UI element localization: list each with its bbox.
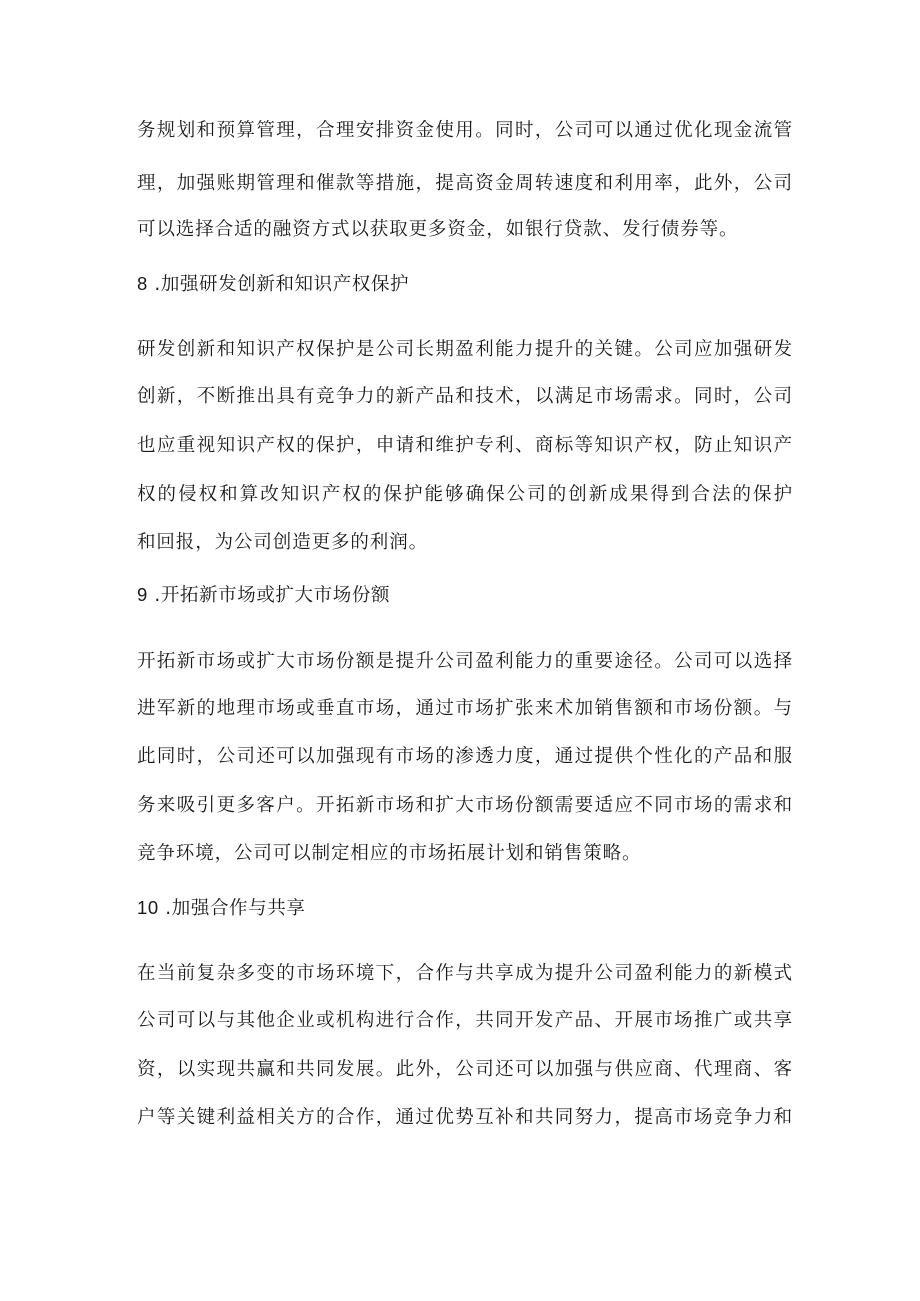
body-text-line: 权的侵权和算改知识产权的保护能够确保公司的创新成果得到合法的保护 xyxy=(137,484,793,505)
body-text-line: 务来吸引更多客户。开拓新市场和扩大市场份额需要适应不同市场的需求和 xyxy=(137,795,793,816)
section-title: .加强合作与共享 xyxy=(158,898,306,919)
body-text-line: 理，加强账期管理和催款等措施，提高资金周转速度和利用率，此外，公司 xyxy=(137,173,793,194)
section-number: 9 xyxy=(137,584,148,605)
body-text-line: 进军新的地理市场或垂直市场，通过市场扩张来术加销售额和市场份额。与 xyxy=(137,698,793,719)
body-text-line: 也应重视知识产权的保护，申请和维护专利、商标等知识产权，防止知识产 xyxy=(137,435,793,456)
body-text-line: 创新，不断推出具有竞争力的新产品和技术，以满足市场需求。同时，公司 xyxy=(137,386,793,407)
body-text-line: 竞争环境，公司可以制定相应的市场拓展计划和销售策略。 xyxy=(137,843,642,864)
body-text-line: 在当前复杂多变的市场环境下，合作与共享成为提升公司盈利能力的新模式 xyxy=(137,963,793,984)
body-text-line: 资，以实现共赢和共同发展。此外，公司还可以加强与供应商、代理商、客 xyxy=(137,1059,793,1080)
section-title: .加强研发创新和知识产权保护 xyxy=(147,274,410,295)
section-heading-8 xyxy=(137,271,409,298)
section-title: .开拓新市场或扩大市场份额 xyxy=(147,585,391,606)
body-text-line: 此同时，公司还可以加强现有市场的渗透力度，通过提供个性化的产品和服 xyxy=(137,746,793,767)
body-text-line: 户等关键利益相关方的合作，通过优势互补和共同努力，提高市场竞争力和 xyxy=(137,1107,793,1128)
section-number: 10 xyxy=(137,897,159,918)
body-text-line: 可以选择合适的融资方式以获取更多资金，如银行贷款、发行债券等。 xyxy=(137,219,739,240)
body-text-line: 开拓新市场或扩大市场份额是提升公司盈利能力的重要途径。公司可以选择 xyxy=(137,651,793,672)
section-number: 8 xyxy=(137,273,148,294)
section-heading-10 xyxy=(137,895,305,922)
body-text-line: 和回报，为公司创造更多的利润。 xyxy=(137,532,429,553)
body-text-line: 研发创新和知识产权保护是公司长期盈利能力提升的关键。公司应加强研发 xyxy=(137,339,793,360)
section-heading-9 xyxy=(137,582,390,609)
body-text-line: 公司可以与其他企业或机构进行合作，共同开发产品、开展市场推广或共享 xyxy=(137,1010,793,1031)
body-text-line: 务规划和预算管理，合理安排资金使用。同时，公司可以通过优化现金流管 xyxy=(137,120,793,141)
